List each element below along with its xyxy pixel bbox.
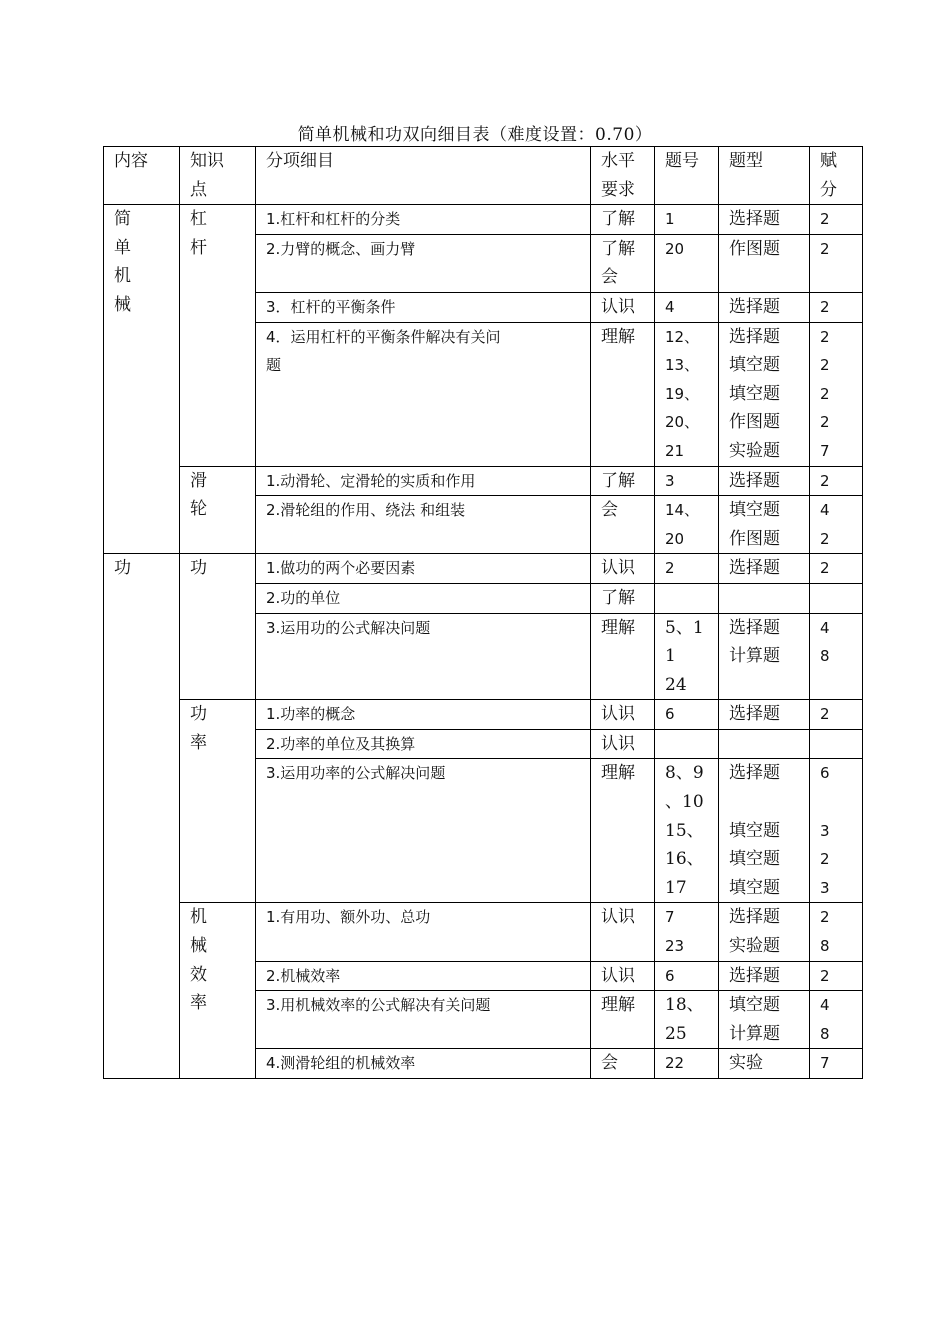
header-qno: 题号: [655, 147, 719, 205]
qtype-cell: 作图题: [719, 234, 810, 292]
level-cell: 认识: [591, 903, 655, 961]
score-cell: 2: [810, 554, 863, 584]
level-cell: 了解 会: [591, 234, 655, 292]
detail-cell: 3.运用功的公式解决问题: [256, 613, 591, 700]
qtype-cell: [719, 583, 810, 613]
qno-cell: 8、9 、10 15、 16、 17: [655, 759, 719, 903]
level-cell: 了解: [591, 583, 655, 613]
qtype-cell: 选择题 实验题: [719, 903, 810, 961]
score-cell: 4 2: [810, 496, 863, 554]
score-cell: 2: [810, 466, 863, 496]
qtype-cell: 选择题: [719, 466, 810, 496]
score-cell: 2: [810, 205, 863, 235]
qtype-cell: [719, 729, 810, 759]
table-row: [104, 700, 863, 730]
point-cell-efficiency: 机 械 效 率: [180, 903, 256, 1079]
score-cell: [810, 583, 863, 613]
detail-cell: 2.功率的单位及其换算: [256, 729, 591, 759]
qno-cell: 22: [655, 1049, 719, 1079]
qno-cell: 7 23: [655, 903, 719, 961]
qtype-cell: 填空题 作图题: [719, 496, 810, 554]
level-cell: 会: [591, 1049, 655, 1079]
score-cell: 2: [810, 292, 863, 322]
table-row: [104, 903, 863, 961]
detail-cell: 1.动滑轮、定滑轮的实质和作用: [256, 466, 591, 496]
score-cell: 6 3 2 3: [810, 759, 863, 903]
qno-cell: 3: [655, 466, 719, 496]
qno-cell: 6: [655, 700, 719, 730]
header-detail: 分项细目: [256, 147, 591, 205]
level-cell: 认识: [591, 961, 655, 991]
level-cell: 认识: [591, 700, 655, 730]
detail-cell: 3.用机械效率的公式解决有关问题: [256, 991, 591, 1049]
spec-table-body: [104, 147, 863, 1079]
score-cell: 2 8: [810, 903, 863, 961]
detail-cell: 2.功的单位: [256, 583, 591, 613]
table-row: [104, 205, 863, 235]
qtype-cell: 选择题: [719, 292, 810, 322]
score-cell: 4 8: [810, 991, 863, 1049]
qtype-cell: 选择题: [719, 961, 810, 991]
point-cell-lever: 杠 杆: [180, 205, 256, 466]
qtype-cell: 选择题 填空题 填空题 填空题: [719, 759, 810, 903]
qno-cell: 1: [655, 205, 719, 235]
detail-cell: 3．杠杆的平衡条件: [256, 292, 591, 322]
detail-cell: 2.力臂的概念、画力臂: [256, 234, 591, 292]
page-title: 简单机械和功双向细目表（难度设置：0.70）: [297, 125, 653, 145]
score-cell: 4 8: [810, 613, 863, 700]
table-row: [104, 466, 863, 496]
point-cell-pulley: 滑 轮: [180, 466, 256, 554]
qtype-cell: 选择题: [719, 554, 810, 584]
qno-cell: 20: [655, 234, 719, 292]
qno-cell: 6: [655, 961, 719, 991]
header-content: 内容: [104, 147, 180, 205]
qtype-cell: 填空题 计算题: [719, 991, 810, 1049]
level-cell: 理解: [591, 991, 655, 1049]
header-level: 水平 要求: [591, 147, 655, 205]
score-cell: 2: [810, 961, 863, 991]
qno-cell: [655, 583, 719, 613]
qtype-cell: 选择题: [719, 700, 810, 730]
qtype-cell: 选择题: [719, 205, 810, 235]
score-cell: 2: [810, 700, 863, 730]
detail-cell: 3.运用功率的公式解决问题: [256, 759, 591, 903]
header-point: 知识 点: [180, 147, 256, 205]
detail-cell: 4.测滑轮组的机械效率: [256, 1049, 591, 1079]
level-cell: 认识: [591, 729, 655, 759]
qno-cell: 14、 20: [655, 496, 719, 554]
header-qtype: 题型: [719, 147, 810, 205]
qtype-cell: 实验: [719, 1049, 810, 1079]
table-row: [104, 554, 863, 584]
detail-cell: 1.有用功、额外功、总功: [256, 903, 591, 961]
detail-cell: 2.滑轮组的作用、绕法 和组装: [256, 496, 591, 554]
detail-cell: 4．运用杠杆的平衡条件解决有关问 题: [256, 322, 591, 466]
score-cell: 2 2 2 2 7: [810, 322, 863, 466]
detail-cell: 1.功率的概念: [256, 700, 591, 730]
qno-cell: 5、1 1 24: [655, 613, 719, 700]
score-cell: 2: [810, 234, 863, 292]
level-cell: 认识: [591, 554, 655, 584]
level-cell: 理解: [591, 613, 655, 700]
point-cell-work: 功: [180, 554, 256, 700]
level-cell: 认识: [591, 292, 655, 322]
level-cell: 理解: [591, 759, 655, 903]
detail-cell: 1.杠杆和杠杆的分类: [256, 205, 591, 235]
header-row: [104, 147, 863, 205]
qtype-cell: 选择题 填空题 填空题 作图题 实验题: [719, 322, 810, 466]
score-cell: 7: [810, 1049, 863, 1079]
qno-cell: 12、 13、 19、 20、 21: [655, 322, 719, 466]
qno-cell: 18、 25: [655, 991, 719, 1049]
detail-cell: 2.机械效率: [256, 961, 591, 991]
qno-cell: 4: [655, 292, 719, 322]
group-cell-simple-machine: 简 单 机 械: [104, 205, 180, 554]
detail-cell: 1.做功的两个必要因素: [256, 554, 591, 584]
level-cell: 理解: [591, 322, 655, 466]
level-cell: 会: [591, 496, 655, 554]
header-score: 赋 分: [810, 147, 863, 205]
level-cell: 了解: [591, 205, 655, 235]
qno-cell: 2: [655, 554, 719, 584]
spec-table: [103, 146, 863, 1079]
qtype-cell: 选择题 计算题: [719, 613, 810, 700]
point-cell-power: 功 率: [180, 700, 256, 903]
qno-cell: [655, 729, 719, 759]
score-cell: [810, 729, 863, 759]
level-cell: 了解: [591, 466, 655, 496]
group-cell-work: 功: [104, 554, 180, 1079]
